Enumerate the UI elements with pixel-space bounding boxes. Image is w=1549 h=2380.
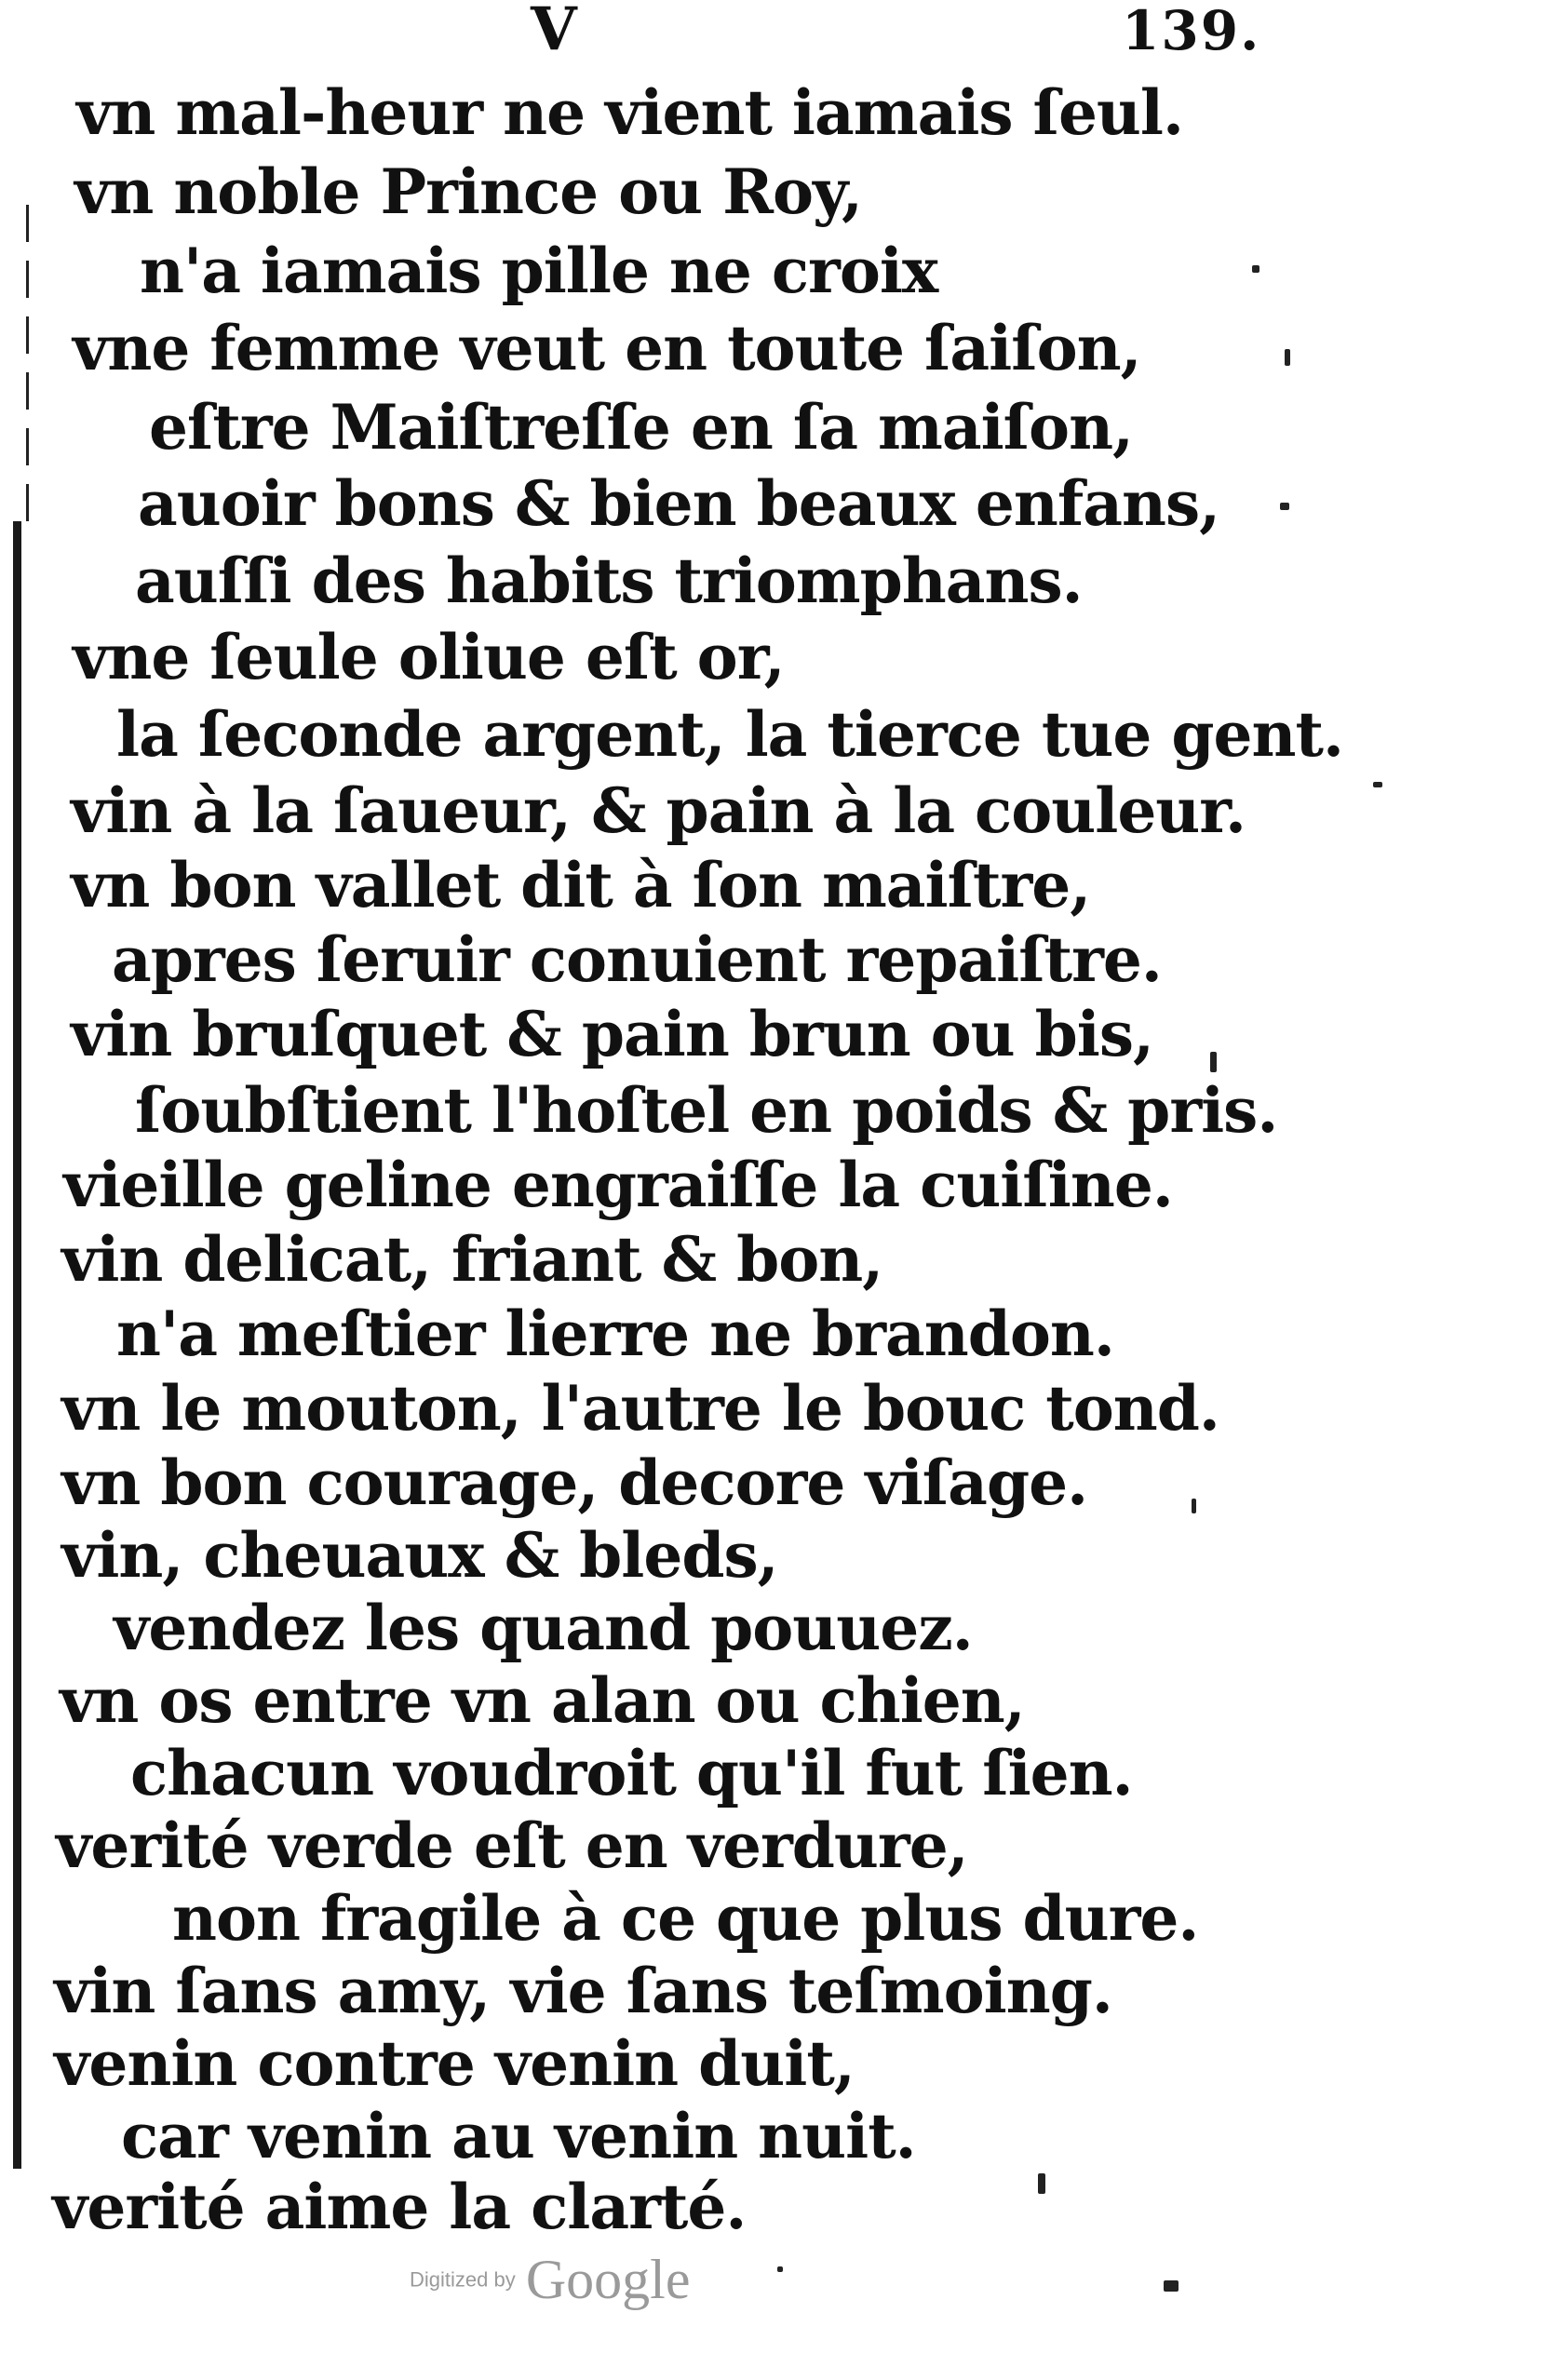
text-line: vin bruſquet & pain brun ou bis,: [71, 998, 1153, 1070]
page-number: 139.: [1122, 0, 1261, 62]
text-line: n'a meſtier lierre ne brandon.: [116, 1298, 1114, 1370]
margin-rule-dashed: [26, 205, 29, 521]
text-line: verité verde eſt en verdure,: [56, 1809, 968, 1882]
text-line: eſtre Maiſtreſſe en ſa maiſon,: [149, 391, 1134, 464]
text-line: vendez les quand pouuez.: [114, 1592, 973, 1664]
ink-speck: [1373, 782, 1382, 787]
ink-speck: [1038, 2173, 1045, 2194]
ink-speck: [1252, 265, 1259, 273]
text-line: la ſeconde argent, la tierce tue gent.: [116, 698, 1343, 771]
text-line: non fragile à ce que plus dure.: [172, 1882, 1199, 1955]
text-line: vin, cheuaux & bleds,: [61, 1519, 778, 1592]
text-line: ſoubſtient l'hoſtel en poids & pris.: [135, 1074, 1278, 1147]
ink-speck: [1192, 1499, 1196, 1513]
running-head: V: [531, 0, 577, 64]
digitized-watermark: [410, 2248, 690, 2312]
text-line: auoir bons & bien beaux enfans,: [138, 467, 1220, 540]
ink-speck: [1210, 1052, 1217, 1072]
text-line: n'a iamais pille ne croix: [140, 235, 938, 307]
text-line: vne femme veut en toute ſaiſon,: [73, 312, 1141, 384]
ink-speck: [1285, 349, 1290, 366]
text-line: vn bon courage, decore viſage.: [61, 1446, 1088, 1519]
text-line: apres ſeruir conuient repaiſtre.: [112, 923, 1162, 996]
text-line: verité aime la clarté.: [52, 2171, 747, 2243]
text-line: vin à la ſaueur, & pain à la couleur.: [71, 774, 1246, 847]
text-line: chacun voudroit qu'il fut ſien.: [130, 1737, 1133, 1809]
ink-speck: [1280, 503, 1289, 510]
google-logo: Google: [525, 2249, 691, 2310]
text-line: vn mal-heur ne vient iamais ſeul.: [76, 76, 1183, 149]
text-line: venin contre venin duit,: [54, 2027, 855, 2100]
text-line: vn os entre vn alan ou chien,: [60, 1664, 1025, 1737]
ink-speck: [1164, 2280, 1179, 2292]
text-line: car venin au venin nuit.: [121, 2100, 916, 2172]
ink-speck: [777, 2266, 783, 2272]
margin-rule: [13, 521, 21, 2169]
text-line: vn bon vallet dit à ſon maiſtre,: [71, 849, 1091, 921]
text-line: vne ſeule oliue eſt or,: [73, 621, 785, 693]
text-line: vin delicat, friant & bon,: [61, 1223, 883, 1296]
text-line: vn noble Prince ou Roy,: [74, 155, 862, 228]
text-line: auſſi des habits triomphans.: [135, 545, 1083, 617]
text-line: vn le mouton, l'autre le bouc tond.: [61, 1372, 1219, 1445]
text-line: vieille geline engraiſſe la cuiſine.: [63, 1149, 1173, 1221]
text-line: vin ſans amy, vie ſans teſmoing.: [54, 1955, 1112, 2027]
watermark-prefix: Digitized by: [410, 2267, 516, 2292]
